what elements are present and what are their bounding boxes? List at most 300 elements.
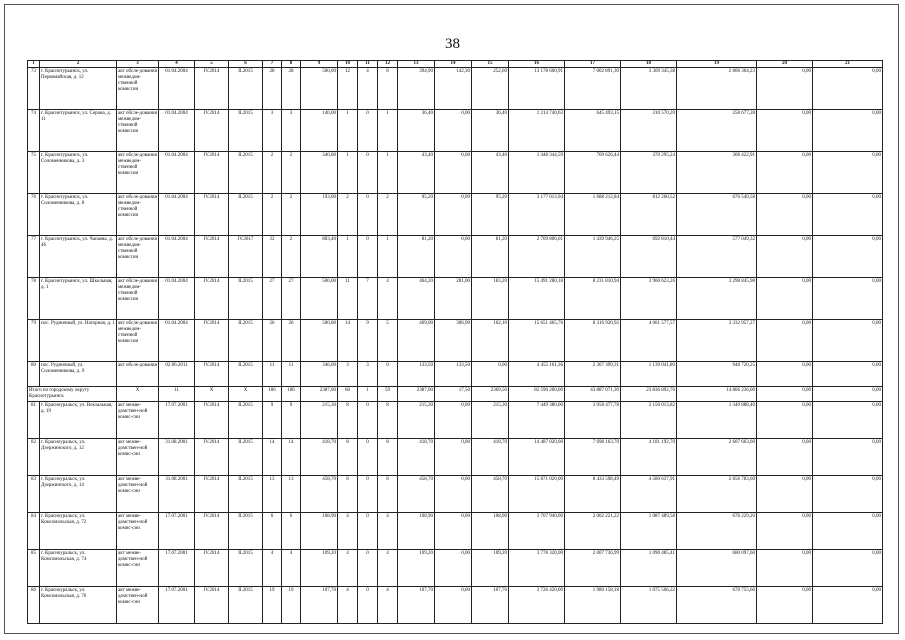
table-cell: г. Краснотурьинск, ул. Соломенникова, д. 8: [40, 194, 117, 236]
table-cell: IV.2014: [195, 439, 229, 476]
table-cell: 4: [282, 550, 301, 587]
table-cell: 1 087 489,58: [621, 513, 677, 550]
table-cell: акт обсле-дования межведом-ственной комиссии: [117, 68, 159, 110]
table-row: [28, 402, 883, 439]
table-cell: 0,00: [813, 402, 883, 439]
total-cell: 14 866 236,00: [677, 387, 757, 402]
table-cell: 95,20: [472, 194, 509, 236]
table-cell: 680 097,60: [677, 550, 757, 587]
table-cell: 3 960 623,26: [621, 278, 677, 320]
table-cell: 8 433 598,49: [565, 476, 621, 513]
table-cell: 2 607 663,60: [677, 439, 757, 476]
table-cell: 9: [358, 320, 378, 362]
table-cell: 281,00: [435, 278, 472, 320]
table-cell: 17.07.2001: [159, 402, 195, 439]
table-cell: II.2015: [229, 550, 263, 587]
table-cell: 75: [28, 152, 40, 194]
table-cell: 4 455 161,36: [509, 362, 565, 387]
table-cell: 4: [338, 513, 358, 550]
table-cell: акт межве-домствен-ной комис-сии: [117, 476, 159, 513]
table-cell: 27: [282, 278, 301, 320]
total-cell: X: [117, 387, 159, 402]
table-cell: 8 316 930,92: [565, 320, 621, 362]
table-cell: акт межве-домствен-ной комис-сии: [117, 513, 159, 550]
table-cell: 01.04.2004: [159, 278, 195, 320]
table-cell: 36,40: [398, 110, 435, 152]
table-cell: 80: [28, 362, 40, 387]
table-cell: 85: [28, 550, 40, 587]
table-cell: 4 001 577,57: [621, 320, 677, 362]
table-cell: 577 049,32: [677, 236, 757, 278]
table-cell: 1 980 158,18: [565, 587, 621, 624]
table-cell: 11: [282, 362, 301, 387]
column-header: 18: [621, 61, 677, 68]
table-cell: 8: [378, 439, 398, 476]
total-cell: 2387,00: [301, 387, 338, 402]
table-cell: 1 439 946,25: [565, 236, 621, 278]
table-cell: 6: [263, 513, 282, 550]
table-cell: 7 698 163,70: [565, 439, 621, 476]
table-cell: г. Красноуральск, ул. Вокзальная, д. 19: [40, 402, 117, 439]
table-cell: 370 295,24: [621, 152, 677, 194]
table-cell: 1 090 485,41: [621, 550, 677, 587]
total-cell: 17,50: [435, 387, 472, 402]
table-cell: 1 448 344,59: [509, 152, 565, 194]
table-cell: 01.04.2004: [159, 194, 195, 236]
table-cell: 108,90: [398, 513, 435, 550]
table-cell: 13: [263, 476, 282, 513]
table-cell: 0,00: [813, 110, 883, 152]
table-cell: 678 229,20: [677, 513, 757, 550]
table-cell: 15 491 280,18: [509, 278, 565, 320]
table-cell: 3 177 013,94: [509, 194, 565, 236]
table-cell: II.2015: [229, 278, 263, 320]
column-header: 4: [159, 61, 195, 68]
column-header: 15: [472, 61, 509, 68]
table-cell: IV.2014: [195, 194, 229, 236]
table-cell: II.2015: [229, 110, 263, 152]
table-cell: 0: [358, 110, 378, 152]
table-cell: 3: [338, 362, 358, 387]
table-cell: 4: [378, 550, 398, 587]
table-cell: 6: [282, 513, 301, 550]
table-cell: 0,00: [435, 550, 472, 587]
table-cell: 109,20: [301, 550, 338, 587]
table-cell: IV.2014: [195, 236, 229, 278]
table-cell: 340,00: [301, 152, 338, 194]
table-cell: 3 369 345,38: [621, 68, 677, 110]
table-cell: IV.2014: [195, 278, 229, 320]
table-cell: 36,40: [472, 110, 509, 152]
total-cell: 0,00: [813, 387, 883, 402]
table-cell: 394,90: [398, 68, 435, 110]
table-cell: 252,60: [472, 68, 509, 110]
column-header: 10: [338, 61, 358, 68]
table-cell: 107,70: [301, 587, 338, 624]
table-cell: 2: [263, 194, 282, 236]
table-cell: 2 367 399,31: [565, 362, 621, 387]
table-cell: 8: [378, 402, 398, 439]
table-cell: 43,40: [398, 152, 435, 194]
table-cell: II.2015: [229, 439, 263, 476]
table-cell: 500,00: [301, 278, 338, 320]
housing-table: [27, 60, 883, 624]
table-row: [28, 587, 883, 624]
table-cell: 78: [28, 278, 40, 320]
table-cell: 3 778 320,00: [509, 550, 565, 587]
table-cell: г. Краснотурьинск, ул. Первомайская, д. 12: [40, 68, 117, 110]
table-cell: 77: [28, 236, 40, 278]
page-number: 38: [445, 36, 460, 52]
table-cell: 948 720,25: [677, 362, 757, 387]
table-cell: 8: [338, 476, 358, 513]
table-cell: 14: [282, 439, 301, 476]
table-cell: 306,90: [435, 320, 472, 362]
table-row: [28, 110, 883, 152]
table-cell: 1 139 041,80: [621, 362, 677, 387]
table-cell: 28: [282, 68, 301, 110]
table-cell: г. Краснотурьинск, ул. Соломенникова, д. 3: [40, 152, 117, 194]
table-cell: г. Красноуральск, ул. Дзержинского, д. 12: [40, 439, 117, 476]
table-cell: 133,50: [435, 362, 472, 387]
table-cell: 81,20: [472, 236, 509, 278]
table-cell: г. Красноуральск, ул. Дзержинского, д. 14: [40, 476, 117, 513]
table-cell: 0,00: [757, 587, 813, 624]
table-cell: 3 767 940,00: [509, 513, 565, 550]
table-cell: IV.2014: [195, 476, 229, 513]
table-row: [28, 513, 883, 550]
table-cell: 418,70: [301, 439, 338, 476]
table-cell: пос. Рудничный, ул. Нагорная, д. 1: [40, 320, 117, 362]
table-cell: 31.08.2001: [159, 439, 195, 476]
table-row: [28, 152, 883, 194]
table-cell: 4: [263, 550, 282, 587]
table-cell: 108,90: [301, 513, 338, 550]
table-cell: 4: [378, 513, 398, 550]
total-cell: 0,00: [757, 387, 813, 402]
table-cell: 14: [263, 439, 282, 476]
column-header: 14: [435, 61, 472, 68]
table-row: [28, 278, 883, 320]
table-cell: 2 002 221,22: [565, 513, 621, 550]
table-cell: 0,00: [757, 513, 813, 550]
total-cell: 106: [282, 387, 301, 402]
table-cell: 3 726 420,00: [509, 587, 565, 624]
column-header: 3: [117, 61, 159, 68]
table-cell: 418,70: [398, 439, 435, 476]
table-cell: IV.2017: [229, 236, 263, 278]
table-cell: 0,00: [757, 362, 813, 387]
table-cell: 0: [358, 587, 378, 624]
table-cell: 8 231 810,94: [565, 278, 621, 320]
table-cell: 0,00: [435, 236, 472, 278]
total-cell: 106: [263, 387, 282, 402]
column-header: 20: [757, 61, 813, 68]
table-cell: 2: [282, 152, 301, 194]
total-cell: 82 590 200,00: [509, 387, 565, 402]
table-cell: 458,70: [472, 476, 509, 513]
table-cell: акт обсле-дования межведом-ственной комиссии: [117, 152, 159, 194]
table-cell: 0: [358, 194, 378, 236]
table-cell: 43,40: [472, 152, 509, 194]
table-cell: 0,00: [435, 513, 472, 550]
table-cell: 26: [282, 320, 301, 362]
total-cell: 59: [378, 387, 398, 402]
table-cell: 8: [338, 402, 358, 439]
table-cell: 883,40: [301, 236, 338, 278]
table-cell: 3 332 957,27: [677, 320, 757, 362]
table-cell: 1: [338, 152, 358, 194]
table-cell: 86: [28, 587, 40, 624]
table-cell: 500,00: [301, 320, 338, 362]
table-cell: 108,90: [472, 513, 509, 550]
table-cell: 2: [378, 194, 398, 236]
table-cell: 0,00: [757, 278, 813, 320]
total-cell: 60: [338, 387, 358, 402]
table-cell: 469,00: [398, 320, 435, 362]
table-cell: II.2015: [229, 587, 263, 624]
table-cell: 692 810,44: [621, 236, 677, 278]
table-cell: 7: [358, 278, 378, 320]
table-cell: 0,00: [435, 587, 472, 624]
table-cell: 84: [28, 513, 40, 550]
table-cell: 73: [28, 68, 40, 110]
table-cell: 1: [378, 236, 398, 278]
table-cell: акт межве-домствен-ной комис-сии: [117, 402, 159, 439]
table-cell: 0,00: [757, 439, 813, 476]
table-cell: 346,00: [301, 362, 338, 387]
table-cell: 76: [28, 194, 40, 236]
table-row: [28, 439, 883, 476]
table-cell: 8: [338, 439, 358, 476]
table-cell: 4 580 637,91: [621, 476, 677, 513]
table-cell: 140,00: [301, 110, 338, 152]
table-cell: 1: [378, 152, 398, 194]
table-cell: 19: [263, 587, 282, 624]
table-cell: 215,30: [301, 402, 338, 439]
table-cell: пос. Рудничный, ул. Соломенникова, д. 9: [40, 362, 117, 387]
table-cell: IV.2014: [195, 587, 229, 624]
table-cell: г. Краснотурьинск, ул. Школьная, д. 1: [40, 278, 117, 320]
table-cell: 183,20: [472, 278, 509, 320]
column-header: 5: [195, 61, 229, 68]
table-row: [28, 236, 883, 278]
table-cell: 2: [263, 152, 282, 194]
table-cell: 812 260,52: [621, 194, 677, 236]
table-cell: 1 340 888,40: [677, 402, 757, 439]
table-cell: 0,00: [813, 362, 883, 387]
table-cell: 2 709 806,01: [509, 236, 565, 278]
table-cell: 133,50: [398, 362, 435, 387]
table-row: [28, 68, 883, 110]
table-row: [28, 362, 883, 387]
table-cell: 107,70: [398, 587, 435, 624]
table-cell: 02.06.2011: [159, 362, 195, 387]
table-cell: г. Краснотурьинск, ул. Серова, д. 11: [40, 110, 117, 152]
table-cell: IV.2014: [195, 320, 229, 362]
table-cell: 12: [338, 68, 358, 110]
table-cell: 7 002 891,30: [565, 68, 621, 110]
table-cell: 2 150 013,82: [621, 402, 677, 439]
table-cell: 15 871 020,00: [509, 476, 565, 513]
total-cell: X: [229, 387, 263, 402]
table-cell: 0,00: [813, 439, 883, 476]
table-cell: 0,00: [813, 194, 883, 236]
table-cell: 01.04.2004: [159, 152, 195, 194]
table-cell: 31.08.2001: [159, 476, 195, 513]
table-cell: 162,10: [472, 320, 509, 362]
table-cell: 3 958 477,78: [565, 402, 621, 439]
table-cell: II.2015: [229, 320, 263, 362]
table-cell: 0,00: [813, 320, 883, 362]
column-header: 2: [40, 61, 117, 68]
table-cell: IV.2014: [195, 402, 229, 439]
table-cell: 0,00: [435, 194, 472, 236]
table-cell: 0,00: [757, 402, 813, 439]
table-cell: 193,00: [301, 194, 338, 236]
table-cell: IV.2014: [195, 550, 229, 587]
table-cell: 142,30: [435, 68, 472, 110]
table-cell: 0: [358, 402, 378, 439]
table-cell: 107,70: [472, 587, 509, 624]
table-cell: 79: [28, 320, 40, 362]
table-cell: 2 856 783,60: [677, 476, 757, 513]
table-cell: 0: [358, 236, 378, 278]
table-cell: 769 626,44: [565, 152, 621, 194]
table-cell: IV.2014: [195, 362, 229, 387]
column-header: 8: [282, 61, 301, 68]
column-header: 19: [677, 61, 757, 68]
table-cell: 1 075 506,22: [621, 587, 677, 624]
table-cell: 0,00: [757, 236, 813, 278]
table-cell: 27: [263, 278, 282, 320]
table-cell: 215,30: [398, 402, 435, 439]
table-cell: 13: [282, 476, 301, 513]
table-cell: акт обсле-дования межведом-ственной комиссии: [117, 110, 159, 152]
table-cell: 0,00: [757, 476, 813, 513]
table-cell: 258 677,28: [677, 110, 757, 152]
table-cell: IV.2014: [195, 110, 229, 152]
table-cell: 19: [282, 587, 301, 624]
table-cell: 418,70: [472, 439, 509, 476]
table-cell: 15 651 465,76: [509, 320, 565, 362]
table-cell: 0,00: [435, 476, 472, 513]
table-cell: 0,00: [435, 152, 472, 194]
table-cell: II.2015: [229, 476, 263, 513]
table-cell: 1: [378, 110, 398, 152]
table-cell: II.2015: [229, 152, 263, 194]
table-cell: 0: [358, 550, 378, 587]
table-cell: 11: [263, 362, 282, 387]
table-cell: 3: [263, 110, 282, 152]
table-cell: 5: [378, 320, 398, 362]
table-cell: 1: [338, 110, 358, 152]
table-cell: 74: [28, 110, 40, 152]
table-cell: 215,30: [472, 402, 509, 439]
table-row: [28, 550, 883, 587]
table-cell: 0,00: [472, 362, 509, 387]
table-cell: 13 178 600,91: [509, 68, 565, 110]
table-cell: акт межве-домствен-ной комис-сии: [117, 587, 159, 624]
column-header: 12: [378, 61, 398, 68]
table-cell: 01.04.2004: [159, 68, 195, 110]
table-row: [28, 476, 883, 513]
table-cell: 0,00: [435, 110, 472, 152]
table-cell: 0: [358, 476, 378, 513]
column-header: 7: [263, 61, 282, 68]
table-cell: 7 449 380,00: [509, 402, 565, 439]
column-header: 6: [229, 61, 263, 68]
table-cell: 01.04.2004: [159, 110, 195, 152]
table-cell: 8: [378, 476, 398, 513]
table-cell: г. Красноуральск, ул. Комсомольская, д. 76: [40, 587, 117, 624]
table-cell: 2: [338, 194, 358, 236]
table-cell: 4: [378, 278, 398, 320]
table-cell: 3: [358, 362, 378, 387]
table-cell: 0,00: [813, 513, 883, 550]
table-cell: 0,00: [813, 550, 883, 587]
table-cell: 81,20: [398, 236, 435, 278]
table-cell: 32: [263, 236, 282, 278]
table-cell: 4: [378, 587, 398, 624]
table-cell: 28: [263, 68, 282, 110]
table-cell: 0,00: [757, 550, 813, 587]
table-cell: 0,00: [813, 68, 883, 110]
total-cell: 1: [358, 387, 378, 402]
table-cell: г. Красноуральск, ул. Комсомольская, д. 74: [40, 550, 117, 587]
table-cell: 2 007 736,99: [565, 550, 621, 587]
table-cell: 308 422,91: [677, 152, 757, 194]
total-cell: 2369,50: [472, 387, 509, 402]
table-cell: II.2015: [229, 362, 263, 387]
table-cell: 95,20: [398, 194, 435, 236]
total-label: Итого по городскому округу Краснотурьинск: [28, 387, 117, 402]
table-cell: 4: [338, 587, 358, 624]
table-cell: II.2015: [229, 402, 263, 439]
table-cell: 645 493,15: [565, 110, 621, 152]
table-cell: 11: [338, 278, 358, 320]
table-cell: 1 688 212,84: [565, 194, 621, 236]
table-cell: 109,20: [472, 550, 509, 587]
table-cell: 9: [282, 402, 301, 439]
table-cell: 4: [358, 68, 378, 110]
total-cell: X: [195, 387, 229, 402]
table-cell: 01.04.2004: [159, 236, 195, 278]
table-cell: 0,00: [813, 278, 883, 320]
table-cell: 109,20: [398, 550, 435, 587]
table-cell: 458,70: [398, 476, 435, 513]
table-cell: 83: [28, 476, 40, 513]
table-cell: акт межве-домствен-ной комис-сии: [117, 439, 159, 476]
column-header: 9: [301, 61, 338, 68]
table-body: [28, 61, 883, 624]
table-cell: 0,00: [757, 68, 813, 110]
table-cell: 0: [358, 152, 378, 194]
table-cell: 0,00: [435, 402, 472, 439]
table-cell: 670 755,60: [677, 587, 757, 624]
column-header: 11: [358, 61, 378, 68]
table-cell: г. Краснотурьинск, ул. Чапаева, д. 46: [40, 236, 117, 278]
table-cell: 500,00: [301, 68, 338, 110]
table-cell: II.2015: [229, 68, 263, 110]
table-cell: акт межве-домствен-ной комис-сии: [117, 550, 159, 587]
table-cell: г. Красноуральск, ул. Комсомольская, д. 72: [40, 513, 117, 550]
table-cell: 464,20: [398, 278, 435, 320]
table-cell: акт обсле-дования межведом-ственной комиссии: [117, 236, 159, 278]
total-row: [28, 387, 883, 402]
table-cell: II.2015: [229, 194, 263, 236]
table-cell: акт обсле-дования межведом-ственной комиссии: [117, 278, 159, 320]
